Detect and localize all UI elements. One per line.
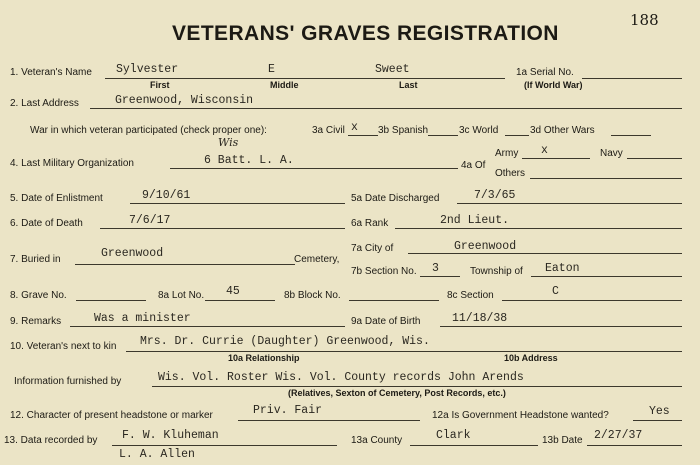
block-label: 8b Block No. [284,290,341,301]
cemetery-line [75,264,295,265]
civil-line [348,135,378,136]
county-label: 13a County [351,435,403,446]
recorded-by-label: 13. Data recorded by [4,435,98,446]
navy-line [627,158,682,159]
info-line [152,386,682,387]
lot-value: 45 [226,285,240,298]
headstone-label: 12. Character of present headstone or marker [10,410,213,421]
city-line [408,253,682,254]
enlistment-value: 9/10/61 [142,189,191,202]
rank-line [395,228,682,229]
remarks-line [70,326,345,327]
remarks-label: 9. Remarks [10,316,62,327]
headstone-value: Priv. Fair [253,404,323,417]
world-line [505,135,529,136]
section-no-value: 3 [432,262,439,275]
city-label: 7a City of [351,243,394,254]
other-wars-label: 3d Other Wars [530,125,595,136]
remarks-value: Was a minister [94,312,191,325]
military-org-value: 6 Batt. L. A. [204,154,294,167]
spanish-war-label: 3b Spanish [378,125,429,136]
township-label: Township of [470,266,523,277]
birth-date-value: 11/18/38 [452,312,508,325]
death-date-value: 7/6/17 [129,214,171,227]
discharged-label: 5a Date Discharged [351,193,440,204]
cemetery-label: Cemetery, [294,254,340,265]
birth-date-label: 9a Date of Birth [351,316,421,327]
next-of-kin-label: 10. Veteran's next to kin [10,341,117,352]
spanish-line [428,135,458,136]
army-label: Army [495,148,519,159]
city-value: Greenwood [454,240,517,253]
record-date-value: 2/27/37 [594,429,643,442]
headstone-line [238,420,420,421]
section-no-label: 7b Section No. [351,266,417,277]
serial-note: (If World War) [524,80,583,90]
recorded-by-value: F. W. Kluheman [122,429,219,442]
discharged-value: 7/3/65 [474,189,516,202]
kin-line [126,351,682,352]
township-line [531,276,682,277]
info-furnished-value: Wis. Vol. Roster Wis. Vol. County records John Arends [158,371,524,384]
county-value: Clark [436,429,471,442]
page-number: 188 [630,11,659,29]
address-line [90,108,682,109]
form-title: VETERANS' GRAVES REGISTRATION [172,22,559,45]
record-date-label: 13b Date [542,435,583,446]
others-label: Others [495,168,526,179]
first-name-value: Sylvester [116,63,179,76]
others-line [530,178,682,179]
death-line [100,228,345,229]
last-caption: Last [399,80,418,90]
buried-in-label: 7. Buried in [10,254,61,265]
last-address-label: 2. Last Address [10,98,79,109]
other-line [611,135,651,136]
death-date-label: 6. Date of Death [10,218,83,229]
world-war-label: 3c World [459,125,499,136]
relationship-caption: 10a Relationship [228,353,300,363]
rank-value: 2nd Lieut. [440,214,510,227]
middle-caption: Middle [270,80,299,90]
enlistment-line [130,203,345,204]
serial-line [582,78,682,79]
last-address-value: Greenwood, Wisconsin [115,94,254,107]
civil-war-label: 3a Civil [312,125,345,136]
info-furnished-note: (Relatives, Sexton of Cemetery, Post Records, etc.) [288,388,506,398]
block-line [349,300,439,301]
war-label: War in which veteran participated (check proper one): [30,125,267,136]
cemetery-value: Greenwood [101,247,164,260]
info-furnished-label: Information furnished by [14,376,122,387]
navy-label: Navy [600,148,623,159]
address-caption: 10b Address [504,353,558,363]
veteran-name-label: 1. Veteran's Name [10,67,92,78]
enlistment-label: 5. Date of Enlistment [10,193,103,204]
grave-section-label: 8c Section [447,290,494,301]
birth-line [440,326,682,327]
lot-label: 8a Lot No. [158,290,205,301]
civil-war-check: x [351,121,358,134]
grave-section-line [502,300,682,301]
serial-label: 1a Serial No. [516,67,574,78]
gov-headstone-label: 12a Is Government Headstone wanted? [432,410,609,421]
army-line [522,158,590,159]
rank-label: 6a Rank [351,218,389,229]
section-no-line [420,276,460,277]
grave-section-value: C [552,285,559,298]
gov-headstone-line [633,420,682,421]
middle-name-value: E [268,63,275,76]
county-line [410,445,538,446]
lot-line [205,300,275,301]
of-label: 4a Of [461,160,486,171]
army-check: x [541,144,548,157]
name-line [105,78,505,79]
record-date-line [587,445,682,446]
last-name-value: Sweet [375,63,410,76]
grave-no-line [76,300,146,301]
first-caption: First [150,80,170,90]
military-org-label: 4. Last Military Organization [10,158,134,169]
grave-no-label: 8. Grave No. [10,290,67,301]
state-handwritten-note: Wis [218,136,239,149]
recorded-by-value-2: L. A. Allen [119,448,195,461]
org-line [170,168,458,169]
recorded-by-line [112,445,337,446]
next-of-kin-value: Mrs. Dr. Currie (Daughter) Greenwood, Wis. [140,335,430,348]
discharged-line [457,203,682,204]
gov-headstone-value: Yes [649,405,670,418]
township-value: Eaton [545,262,580,275]
